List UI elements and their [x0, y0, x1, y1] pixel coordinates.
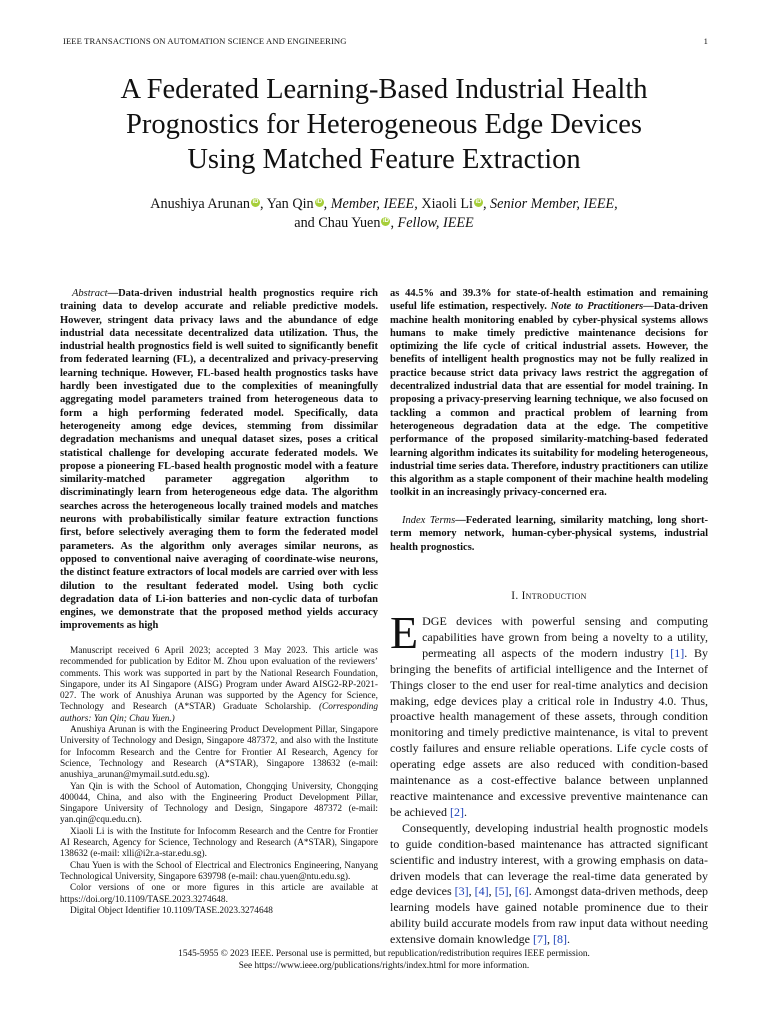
citation-link[interactable]: [3]: [454, 884, 469, 899]
author-name: Xiaoli Li: [421, 196, 473, 212]
orcid-icon[interactable]: iD: [252, 199, 259, 205]
title-line: Using Matched Feature Extraction: [187, 144, 581, 175]
intro-text: . By bringing the benefits of artificial intelligence and the Internet of Things closer to the end user for real-time analytics and decision making, edge devices play a critical role in Industry 4.0. Thus, proactive health management of these assets, through condition monitoring and timely predictive maintenance, is vital to prevent costly failures and ensure reliable operations. Life cycle costs of operating edge assets are also reduced with condition-based maintenance as a cost-effective balance between unplanned reactive maintenance and excessive preventive maintenance can be achieved: [390, 645, 708, 819]
abstract-dash: —: [107, 288, 119, 299]
practitioners-dash: —: [643, 301, 654, 313]
author-name: Chau Yuen: [318, 215, 381, 231]
author-list: [60, 195, 708, 233]
abstract-left: [60, 287, 378, 633]
author-role: Senior Member, IEEE: [490, 196, 615, 212]
author-line: Anushiya Arunan iD , Yan Qin iD , Member, IEEE, Xiaoli Li iD , Senior Member, IEEE,: [150, 196, 618, 212]
footnote-paragraph: Digital Object Identifier 10.1109/TASE.2023.3274648: [70, 905, 273, 916]
intro-paragraph: Consequently, developing industrial health prognostic models to guide condition-based maintenance has attracted significant scientific and industry interest, with a growing emphasis on data-driven models that can leverage the real-time data generated by edge devices [3], [4], [5], [6]. Amongst data-driven methods, deep learning models have gained notable prominence due to their ability build accurate models from raw input data without needing extensive domain knowledge [7], [8].: [390, 820, 709, 947]
drop-cap: E: [390, 607, 419, 658]
page-number: 1: [703, 36, 708, 46]
footnote-paragraph: Color versions of one or more figures in this article are available at https://doi.org/10.1109/TASE.2023.3274648.: [60, 883, 378, 905]
title-line: Prognostics for Heterogeneous Edge Devices: [125, 109, 643, 140]
abstract-text-continued: as 44.5% and 39.3% for state-of-health estimation and remaining useful life estimation, respectively.: [390, 288, 708, 313]
abstract-right: [390, 287, 708, 500]
intro-text: .: [463, 804, 467, 819]
author-role: Fellow, IEEE: [397, 215, 474, 231]
citation-link[interactable]: [1]: [670, 645, 685, 660]
running-header: [63, 36, 708, 50]
author-name: Anushiya Arunan: [150, 196, 250, 212]
footnote-paragraph: Chau Yuen is with the School of Electrical and Electronics Engineering, Nanyang Technological University, Singapore 639798 (e-mail: chau.yuen@ntu.edu.sg).: [60, 860, 378, 882]
citation-link[interactable]: [6]: [514, 884, 529, 899]
title-line: A Federated Learning-Based Industrial Health: [120, 74, 648, 105]
intro-text: .: [566, 932, 570, 947]
author-name: Yan Qin: [266, 196, 314, 212]
citation-link[interactable]: [8]: [552, 932, 567, 947]
author-conjunction: and: [294, 215, 315, 231]
journal-name: IEEE TRANSACTIONS ON AUTOMATION SCIENCE AND ENGINEERING: [63, 36, 347, 46]
index-terms-dash: —: [455, 515, 466, 526]
section-title: Introduction: [521, 590, 587, 602]
citation-link[interactable]: [5]: [494, 884, 509, 899]
practitioners-label: Note to Practitioners: [550, 301, 644, 313]
paper-title: [60, 72, 708, 177]
copyright-line: See https://www.ieee.org/publications/rights/index.html for more information.: [238, 960, 530, 971]
abstract-label: Abstract: [72, 288, 108, 299]
footnote-text: Manuscript received 6 April 2023; accepted 3 May 2023. This article was recommended for publication by Editor M. Zhou upon evaluation of the reviewers’ comments. This work was supported in part by the National Research Foundation, Singapore, under its AI Singapore (AISG) Program under Award AISG2-RP-2021-027. The work of Anushiya Arunan was supported by the Agency for Science, Technology and Research (A*STAR) Graduate Scholarship.: [60, 646, 378, 713]
orcid-icon[interactable]: iD: [475, 199, 482, 205]
section-heading: [390, 590, 708, 602]
author-line: and Chau Yuen iD , Fellow, IEEE: [294, 215, 474, 231]
footnote-paragraph: Anushiya Arunan is with the Engineering Product Development Pillar, Singapore University of Technology and Design, Singapore 487372, and also with the Institute for Infocomm Research and the Centre for Frontier AI Research, Agency for Science, Technology and Research (A*STAR), Singapore 138632 (e-mail: anushiya_arunan@mymail.sutd.edu.sg).: [60, 725, 378, 781]
footnote-paragraph: Yan Qin is with the School of Automation, Chongqing University, Chongqing 400044, China, and also with the Engineering Product Development Pillar, Singapore University of Technology and Design, Singapore 487372 (e-mail: yan.qin@cqu.edu.cn).: [60, 781, 378, 826]
copyright-line: 1545-5955 © 2023 IEEE. Personal use is permitted, but republication/redistribution requires IEEE permission.: [178, 949, 590, 959]
index-terms-label: Index Terms: [402, 515, 456, 526]
footnote-paragraph: Xiaoli Li is with the Institute for Infocomm Research and the Centre for Frontier AI Research, Agency for Science, Technology and Research (A*STAR), Singapore 138632 (e-mail: xlli@i2r.a-star.edu.sg).: [60, 826, 378, 860]
index-terms-text: Federated learning, similarity matching, long short-term memory network, human-cyber-physical systems, industrial health prognostics.: [390, 515, 709, 553]
intro-paragraph: [390, 607, 708, 821]
abstract-text: Data-driven industrial health prognostics require rich training data to develop accurate and reliable predictive models. However, stringent data privacy laws and the abundance of edge industrial data necessitate decentralized data utilization. Thus, the industrial health prognostics field is well suited to significantly benefit from federated learning (FL), a decentralized and privacy-preserving learning technique. However, FL-based health prognostics tasks have hardly been investigated due to the complexities of meaningfully aggregating model parameters trained from heterogeneous data to form a high performing federated model. Specifically, data heterogeneity among edge devices, stemming from dissimilar degradation mechanisms and unequal dataset sizes, poses a critical statistical challenge for developing accurate federated models. We propose a pioneering FL-based health prognostic model with a feature similarity-matched parameter aggregation algorithm to discriminatingly learn from heterogeneous edge data. The algorithm searches across the heterogeneous locally trained models and matches neurons with probabilistically similar feature extraction functions first, before selectively averaging them to form the federated model parameters. As the algorithm only averages similar neurons, as opposed to conventional naive averaging of coordinate-wise neurons, the distinct feature extractors of local models are carried over with less dilution to the resultant federated model. Using both cyclic degradation data of Li-ion batteries and non-cyclic data of turbofan engines, we demonstrate that the proposed method yields accuracy improvements as high: [60, 288, 378, 632]
orcid-icon[interactable]: iD: [382, 218, 389, 224]
intro-text: DGE devices with powerful sensing and computing capabilities have grown from being a novelty to a utility, permeating all aspects of the modern industry: [422, 614, 708, 660]
first-page-footnote: [60, 646, 378, 917]
citation-link[interactable]: [2]: [449, 804, 464, 819]
citation-link[interactable]: [7]: [532, 932, 547, 947]
practitioners-text: Data-driven machine health monitoring enabled by cyber-physical systems allows humans to make timely predictive maintenance decisions for optimizing the life cycle of critical industrial assets. However, the benefits of intelligent health prognostics may not be fully realized in practice because strict data privacy laws restrict the aggregation of decentralized industrial data that are essential for model training. In proposing a privacy-preserving learning technique, we also focused on tackling a common and practical problem of learning from heterogeneous degradation data at the edge. The competitive performance of the proposed similarity-matching-based federated learning algorithm indicates its suitability for modeling heterogeneous, industrial time series data. Therefore, industry practitioners can utilize this algorithm as a staple component of their machine health modeling toolkit in an increasingly privacy-concerned era.: [390, 301, 708, 499]
orcid-icon[interactable]: iD: [316, 199, 323, 205]
citation-link[interactable]: [4]: [474, 884, 489, 899]
introduction-body: [390, 607, 709, 948]
author-role: Member, IEEE: [330, 196, 415, 212]
section-number: I.: [511, 590, 519, 602]
copyright-notice: [60, 949, 708, 972]
intro-text: Consequently, developing industrial health prognostic models to guide condition-based maintenance has attracted significant scientific and industry interest, with a growing emphasis on data-driven models that can leverage the real-time data generated by edge devices: [390, 820, 708, 899]
index-terms: [390, 514, 708, 554]
footnote-paragraph: [60, 646, 378, 725]
intro-text: . Amongst data-driven methods, deep learning models have gained notable prominence due to their ability build accurate models from raw input data without needing extensive domain knowledge: [390, 884, 709, 947]
corresponding-authors: (Corresponding authors: Yan Qin; Chau Yuen.): [60, 702, 379, 724]
